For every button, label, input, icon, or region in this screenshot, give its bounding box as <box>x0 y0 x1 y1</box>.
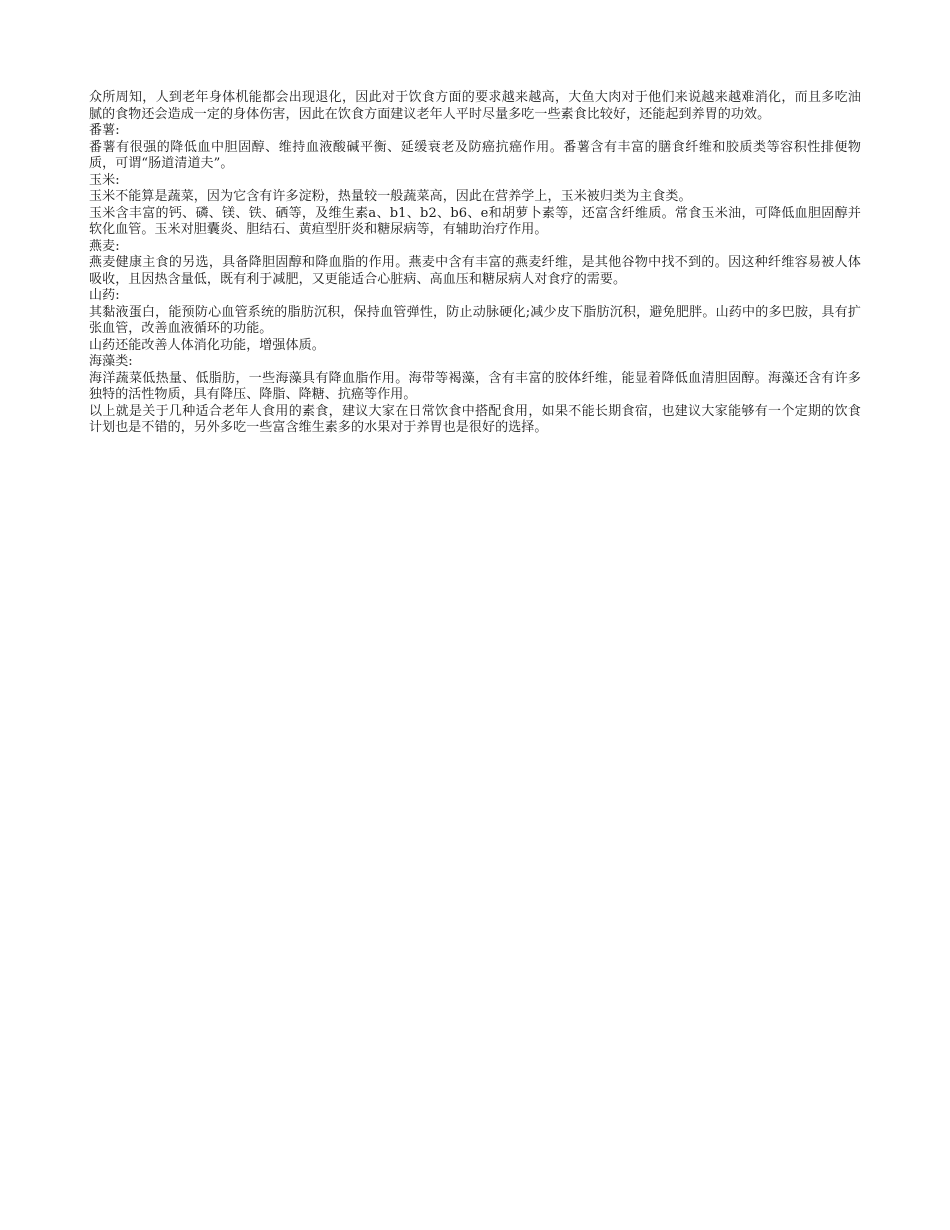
corn-paragraph-2: 玉米含丰富的钙、磷、镁、铁、硒等，及维生素a、b1、b2、b6、e和胡萝卜素等，还富含纤维质。常食玉米油，可降低血胆固醇并软化血管。玉米对胆囊炎、胆结石、黄疸型肝炎和糖尿病等，有辅助治疗作用。 <box>89 205 861 237</box>
intro-paragraph: 众所周知，人到老年身体机能都会出现退化，因此对于饮食方面的要求越来越高，大鱼大肉对于他们来说越来越难消化，而且多吃油腻的食物还会造成一定的身体伤害，因此在饮食方面建议老年人平时尽量多吃一些素食比较好，还能起到养胃的功效。 <box>89 90 861 122</box>
section-heading-corn: 玉米: <box>89 172 120 188</box>
sweet-potato-paragraph: 番薯有很强的降低血中胆固醇、维持血液酸碱平衡、延缓衰老及防癌抗癌作用。番薯含有丰富的膳食纤维和胶质类等容积性排便物质，可谓“肠道清道夫”。 <box>89 139 861 171</box>
conclusion-paragraph: 以上就是关于几种适合老年人食用的素食，建议大家在日常饮食中搭配食用，如果不能长期食宿，也建议大家能够有一个定期的饮食计划也是不错的，另外多吃一些富含维生素多的水果对于养胃也是很好的选择。 <box>89 403 861 435</box>
section-heading-sweet-potato: 番薯: <box>89 123 120 138</box>
section-heading-oats: 燕麦: <box>89 238 120 254</box>
section-heading-seaweed: 海藻类: <box>89 354 133 369</box>
yam-paragraph-1: 其黏液蛋白，能预防心血管系统的脂肪沉积，保持血管弹性，防止动脉硬化;减少皮下脂肪沉积，避免肥胖。山药中的多巴胺，具有扩张血管，改善血液循环的功能。 <box>89 304 861 336</box>
oats-paragraph: 燕麦健康主食的另选，具备降胆固醇和降血脂的作用。燕麦中含有丰富的燕麦纤维，是其他谷物中找不到的。因这种纤维容易被人体吸收，且因热含量低，既有利于减肥，又更能适合心脏病、高血压和糖尿病人对食疗的需要。 <box>89 255 861 287</box>
yam-paragraph-2: 山药还能改善人体消化功能，增强体质。 <box>89 337 325 353</box>
corn-paragraph-1: 玉米不能算是蔬菜，因为它含有许多淀粉，热量较一般蔬菜高，因此在营养学上，玉米被归类为主食类。 <box>89 189 692 204</box>
seaweed-paragraph: 海洋蔬菜低热量、低脂肪，一些海藻具有降血脂作用。海带等褐藻，含有丰富的胶体纤维，能显着降低血清胆固醇。海藻还含有许多独特的活性物质，具有降压、降脂、降糖、抗癌等作用。 <box>89 370 861 402</box>
section-heading-yam: 山药: <box>89 288 120 303</box>
article-body <box>89 90 861 437</box>
